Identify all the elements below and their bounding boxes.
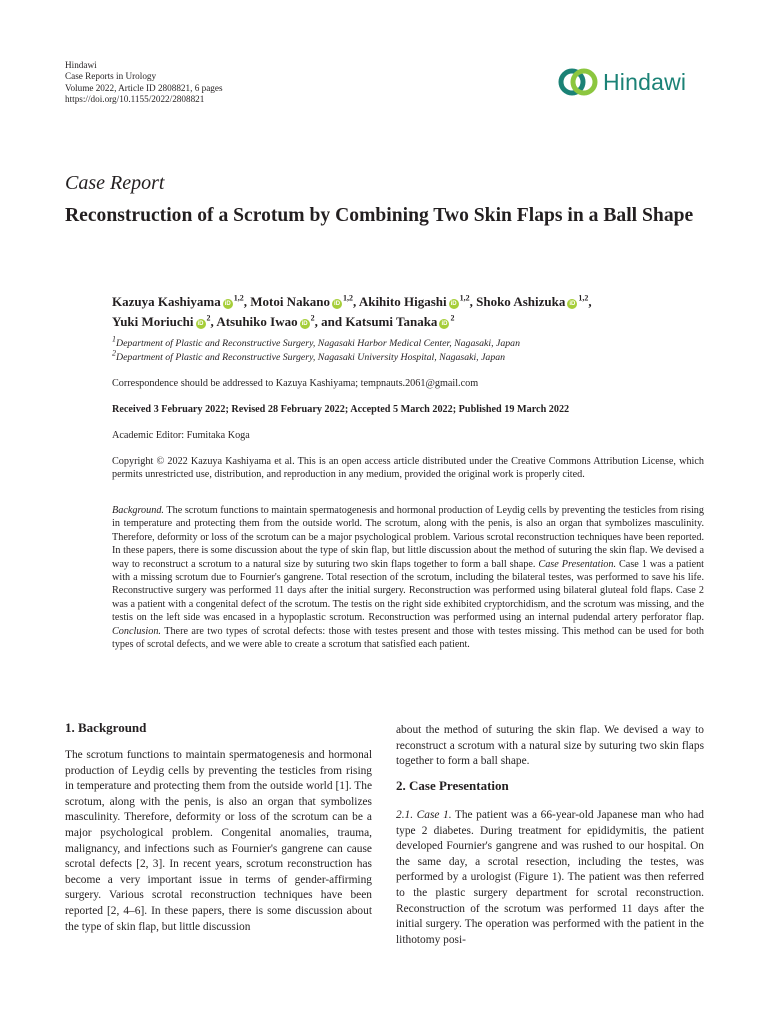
- correspondence: Correspondence should be addressed to Kazuya Kashiyama; tempnauts.2061@gmail.com: [112, 378, 479, 389]
- author[interactable]: Atsuhiko Iwao $iD^2$: [216, 313, 315, 329]
- copyright-notice: Copyright © 2022 Kazuya Kashiyama et al. This is an open access article distributed under the Creative Commons Attribution License, which permits unrestricted use, distribution, and reproduction in any medium, provided the original work is properly cited.: [112, 456, 704, 481]
- section-heading-case-presentation: 2. Case Presentation: [396, 778, 509, 793]
- academic-editor: Academic Editor: Fumitaka Koga: [112, 430, 250, 441]
- journal-header: [65, 60, 223, 106]
- volume-info: Volume 2022, Article ID 2808821, 6 pages: [65, 82, 223, 93]
- abstract-case-label: Case Presentation.: [535, 558, 617, 570]
- case-presentation-text: 2.1. Case 1. The patient was a 66-year-old Japanese man who had type 2 diabetes. During treatment for epididymitis, the patient developed Fournier's gangrene and was rushed to our hospital. On the same day, a scrotal resection, including the testes, was performed by a urologist (Figure 1). The patient was then referred to the plastic surgery department for scrotal reconstruction. Reconstruction of the scrotum was performed 11 days after the initial surgery. The operation was performed with the patient in the lithotomy posi-: [396, 809, 704, 946]
- orcid-icon[interactable]: iD: [224, 301, 231, 307]
- orcid-icon[interactable]: iD: [197, 321, 204, 327]
- section-background-continuation: about the method of suturing the skin flap. We devised a way to reconstruct a scrotum with a natural size by suturing two skin flaps together to form a ball shape.: [396, 724, 704, 768]
- case1-label: 2.1. Case 1.: [396, 809, 452, 821]
- section-background-text: The scrotum functions to maintain spermatogenesis and hormonal production of Leydig cells by preventing the testicles from rising in temperature and protecting them from the outside world [1]. The scrotum, along with the penis, is also an organ that symbolizes masculinity. Therefore, deformity or loss of the scrotum can be a major psychological problem. Congenital anomalies, trauma, malignancy, and infections such as Fournier's gangrene can cause scrotal defects [2, 3]. In recent years, scrotum reconstruction has become a very important issue in terms of gender-affirming surgery. Various scrotal reconstruction techniques have been reported [2, 4–6]. In these papers, there is some discussion about the type of skin flap, but little discussion: [65, 749, 372, 933]
- author[interactable]: Motoi Nakano iD$^{1,2}$: [250, 293, 354, 309]
- publication-dates: Received 3 February 2022; Revised 28 February 2022; Accepted 5 March 2022; Published 19 March 2022: [112, 404, 570, 415]
- article-title: Reconstruction of a Scrotum by Combining Two Skin Flaps in a Ball Shape: [65, 205, 694, 226]
- orcid-icon[interactable]: iD: [441, 321, 448, 327]
- abstract-conclusion-label: Conclusion.: [112, 625, 161, 637]
- author-list: Kazuya Kashiyama iD$^{1,2}$, Motoi Nakano iD$^{1,2}$, Akihito Higashi iD$^{1,2}$, Shoko Ashizuka iD$^{1,2}$, Yuki Moriuchi $iD^2$, Atsuhiko Iwao $iD^2$, and Katsumi Tanaka $iD^2$: [112, 293, 592, 329]
- orcid-icon[interactable]: iD: [450, 301, 457, 307]
- abstract-background: The scrotum functions to maintain spermatogenesis and hormonal production of Leydig cells by preventing the testicles from rising in temperature and protecting them from the outside world. The scrotum, along with the penis, is also an organ that symbolizes masculinity. Therefore, deformity or loss of the scrotum can be a major psychological problem. Various scrotal reconstruction techniques have been reported. In these papers, there is some discussion about the type of skin flap, but little discussion about the method of suturing the skin flap. We devised a way to reconstruct a scrotum to a natural size by suturing two skin flaps together to form a ball shape.: [112, 505, 704, 570]
- author[interactable]: Katsumi Tanaka $iD^2$: [345, 313, 455, 329]
- abstract: [112, 504, 704, 651]
- affiliation: $^2$Department of Plastic and Reconstructive Surgery, Nagasaki University Hospital, Nagasaki, Japan: [112, 348, 506, 363]
- author[interactable]: Yuki Moriuchi $iD^2$: [112, 313, 211, 329]
- orcid-icon[interactable]: iD: [301, 321, 308, 327]
- orcid-icon[interactable]: iD: [569, 301, 576, 307]
- abstract-case: Case 1 was a patient with a missing scrotum due to Fournier's gangrene. Total resection of the scrotum, including the bilateral testes, was performed to save his life. Reconstructive surgery was performed 11 days after the initial surgery. Reconstruction was performed using bilateral gluteal fold flaps. Case 2 was a patient with a congenital defect of the scrotum. The testis on the right side exhibited cryptorchidism, and the scrotum was missing, and the testis on the left side was encased in a hypoplastic scrotum. Reconstruction was performed using an internal pudendal artery perforator flap.: [112, 558, 705, 624]
- affiliations: [112, 334, 712, 364]
- hindawi-logo: [557, 60, 707, 104]
- section-heading-background: 1. Background: [65, 720, 147, 735]
- orcid-icon[interactable]: iD: [334, 301, 341, 307]
- author[interactable]: Shoko Ashizuka iD$^{1,2}$: [476, 293, 589, 309]
- hindawi-rings-icon: [557, 67, 599, 97]
- abstract-conclusion: There are two types of scrotal defects: those with testes present and those with testes missing. This method can be used for both types of scrotal defects, and we were able to create a scrotum that satisfied each patient.: [112, 625, 704, 651]
- author[interactable]: Kazuya Kashiyama iD$^{1,2}$: [112, 293, 244, 309]
- abstract-background-label: Background.: [112, 505, 164, 516]
- article-type: Case Report: [65, 172, 165, 194]
- publisher-name: Hindawi: [65, 60, 97, 70]
- journal-name: Case Reports in Urology: [65, 71, 157, 82]
- doi-link[interactable]: https://doi.org/10.1155/2022/2808821: [65, 94, 205, 105]
- logo-text: Hindawi: [603, 68, 687, 95]
- author[interactable]: Akihito Higashi iD$^{1,2}$: [358, 293, 470, 309]
- affiliation: $^1$Department of Plastic and Reconstructive Surgery, Nagasaki Harbor Medical Center, Nagasaki, Japan: [112, 334, 520, 349]
